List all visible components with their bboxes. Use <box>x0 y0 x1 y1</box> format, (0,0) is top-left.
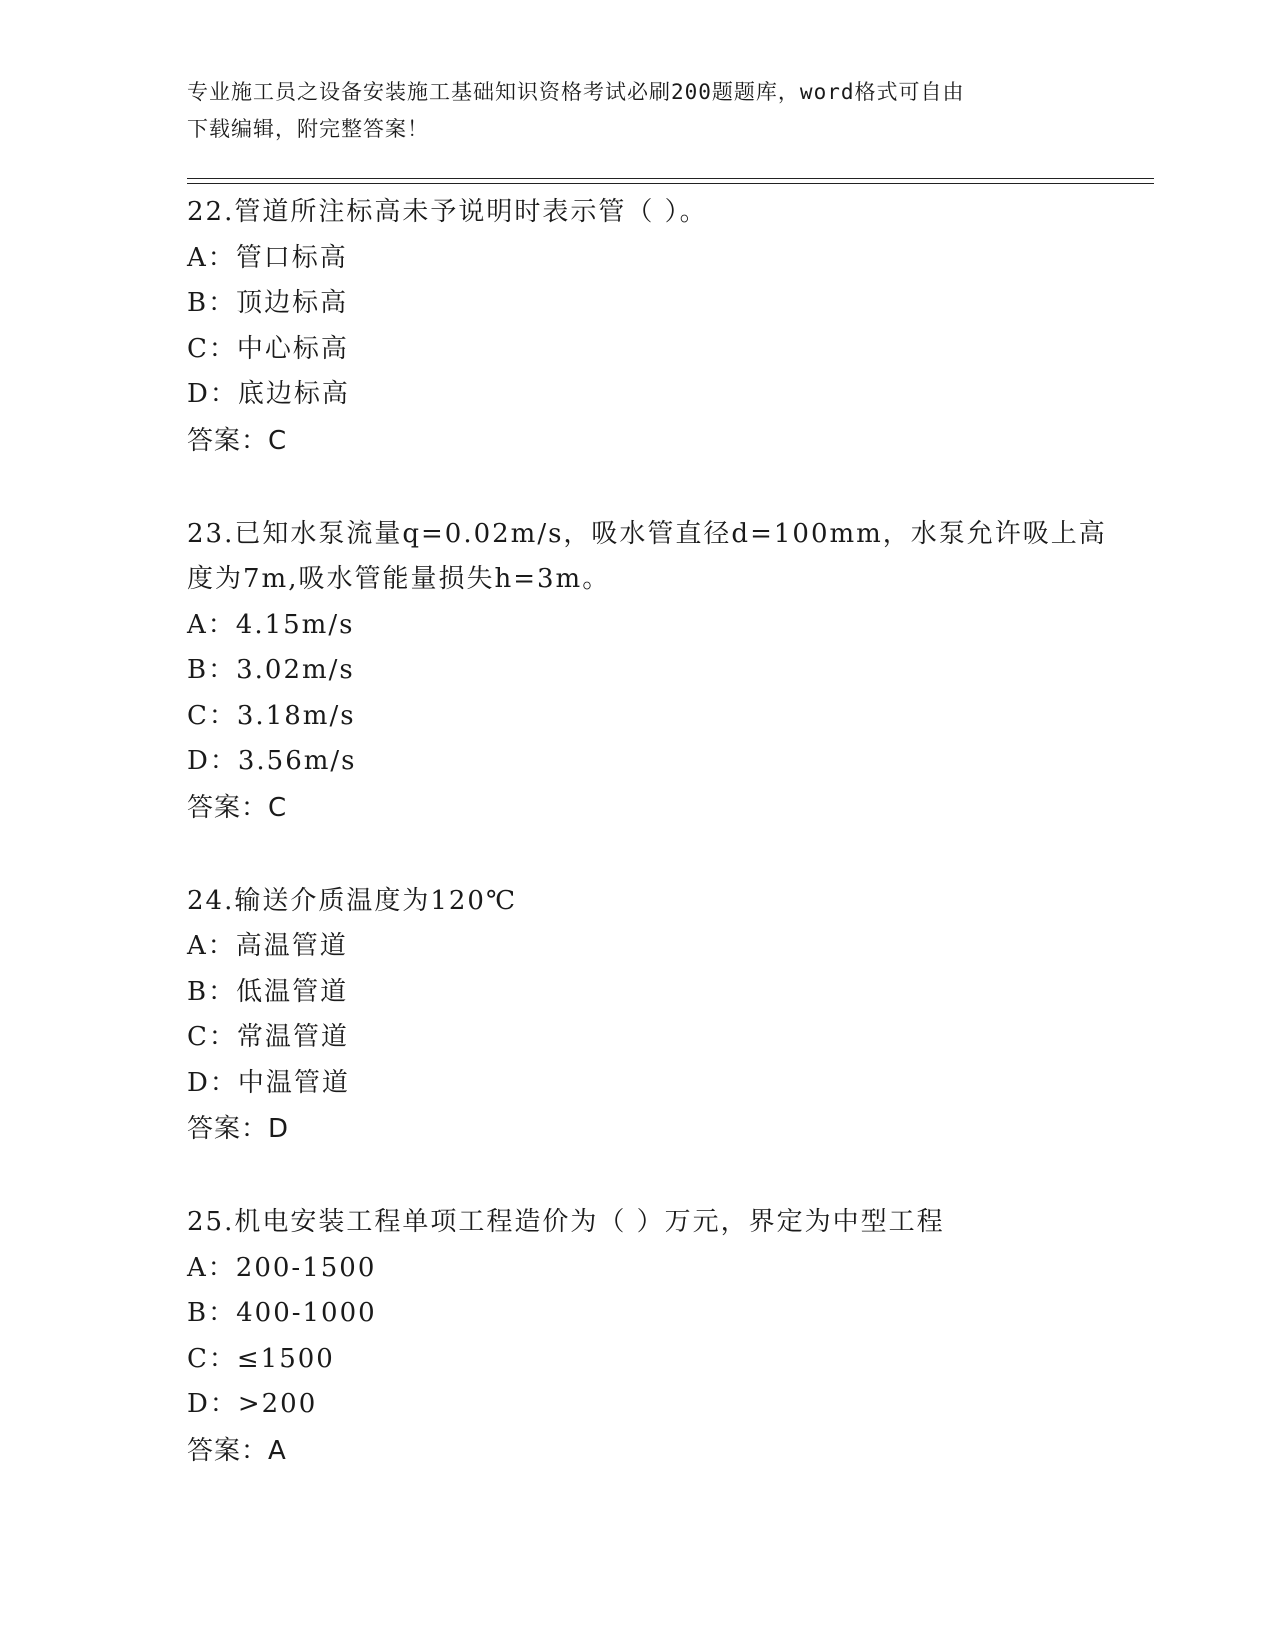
option-d: D：中温管道 <box>187 1067 350 1098</box>
option-c: C：3.18m/s <box>187 700 356 731</box>
header-divider-bottom <box>187 183 1154 184</box>
question-stem: 25.机电安装工程单项工程造价为（ ）万元，界定为中型工程 <box>187 1207 945 1237</box>
question-23 <box>187 512 1117 831</box>
answer-label: 答案：A <box>187 1435 287 1466</box>
option-c: C：中心标高 <box>187 333 349 364</box>
option-d: D：底边标高 <box>187 379 350 409</box>
option-a: A：200-1500 <box>187 1252 377 1283</box>
option-b: B：低温管道 <box>187 976 349 1007</box>
option-b: B：顶边标高 <box>187 288 349 318</box>
option-a: A：4.15m/s <box>187 609 355 640</box>
question-24 <box>187 879 1117 1153</box>
option-a: A：管口标高 <box>187 242 348 273</box>
option-b: B：3.02m/s <box>187 655 355 685</box>
header-line-1: 专业施工员之设备安装施工基础知识资格考试必刷200题题库，word格式可自由 <box>187 80 965 104</box>
option-c: C：常温管道 <box>187 1022 349 1052</box>
question-stem: 23.已知水泵流量q=0.02m/s，吸水管直径d=100mm，水泵允许吸上高 <box>187 518 1107 549</box>
option-d: D：3.56m/s <box>187 746 357 776</box>
header-divider-top <box>187 178 1154 179</box>
question-stem: 24.输送介质温度为120℃ <box>187 885 518 916</box>
question-22 <box>187 190 1117 464</box>
document-header <box>187 74 1087 148</box>
option-c: C：≤1500 <box>187 1343 335 1374</box>
question-stem-continued: 度为7m,吸水管能量损失h=3m。 <box>187 564 611 594</box>
option-a: A：高温管道 <box>187 931 348 961</box>
question-25 <box>187 1200 1117 1474</box>
header-line-2: 下载编辑，附完整答案！ <box>187 117 429 141</box>
option-b: B：400-1000 <box>187 1298 377 1328</box>
answer-label: 答案：C <box>187 792 288 823</box>
question-stem: 22.管道所注标高未予说明时表示管（ ）。 <box>187 197 708 227</box>
option-d: D：>200 <box>187 1389 318 1419</box>
question-list <box>187 190 1117 1522</box>
answer-label: 答案：C <box>187 425 288 456</box>
answer-label: 答案：D <box>187 1114 290 1144</box>
